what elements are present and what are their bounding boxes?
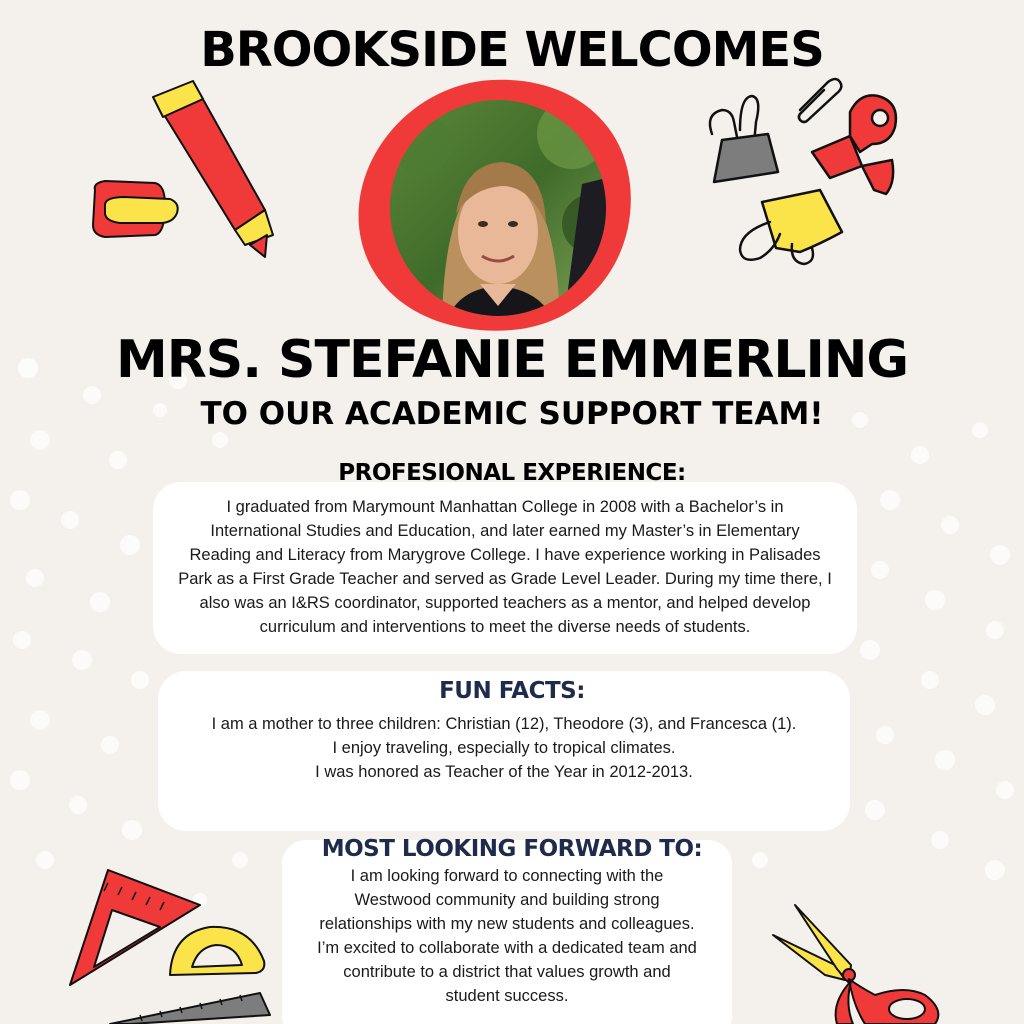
experience-line: also was an I&RS coordinator, supported teachers as a mentor, and helped develop bbox=[199, 594, 811, 612]
fun-fact-line: I enjoy traveling, especially to tropical climates. bbox=[332, 739, 676, 757]
experience-title: PROFESIONAL EXPERIENCE: bbox=[338, 460, 686, 486]
forward-line: student success. bbox=[445, 987, 569, 1005]
forward-line: Westwood community and building strong bbox=[354, 891, 660, 909]
fun-facts-title: FUN FACTS: bbox=[439, 678, 585, 704]
forward-text bbox=[282, 864, 732, 1008]
scissors-icon bbox=[765, 895, 965, 1024]
forward-title: MOST LOOKING FORWARD TO: bbox=[321, 836, 703, 862]
forward-line: I’m excited to collaborate with a dedicated team and bbox=[317, 939, 697, 957]
team-subheading: TO OUR ACADEMIC SUPPORT TEAM! bbox=[200, 396, 824, 432]
experience-text bbox=[153, 495, 857, 639]
forward-line: relationships with my new students and colleagues. bbox=[319, 915, 695, 933]
welcome-heading: BROOKSIDE WELCOMES bbox=[200, 22, 824, 78]
teacher-photo bbox=[352, 74, 634, 336]
paperclip-icon bbox=[799, 79, 841, 122]
experience-line: International Studies and Education, and later earned my Master’s in Elementary bbox=[210, 522, 800, 540]
experience-line: I graduated from Marymount Manhattan College in 2008 with a Bachelor’s in bbox=[226, 498, 784, 516]
experience-line: Park as a First Grade Teacher and served as Grade Level Leader. During my time there, I bbox=[178, 570, 832, 588]
forward-line: I am looking forward to connecting with the bbox=[350, 867, 664, 885]
fun-facts-text bbox=[158, 712, 850, 784]
binder-clips-icon bbox=[700, 72, 915, 272]
ruler-triangle-icon bbox=[60, 865, 275, 1024]
highlighter-icon bbox=[85, 75, 285, 265]
teacher-name: MRS. STEFANIE EMMERLING bbox=[115, 330, 909, 390]
fun-fact-line: I was honored as Teacher of the Year in 2012-2013. bbox=[315, 763, 693, 781]
experience-line: curriculum and interventions to meet the diverse needs of students. bbox=[259, 618, 751, 636]
forward-line: contribute to a district that values growth and bbox=[343, 963, 671, 981]
fun-fact-line: I am a mother to three children: Christian (12), Theodore (3), and Francesca (1). bbox=[211, 715, 797, 733]
experience-line: Reading and Literacy from Marygrove College. I have experience working in Palisades bbox=[189, 546, 821, 564]
